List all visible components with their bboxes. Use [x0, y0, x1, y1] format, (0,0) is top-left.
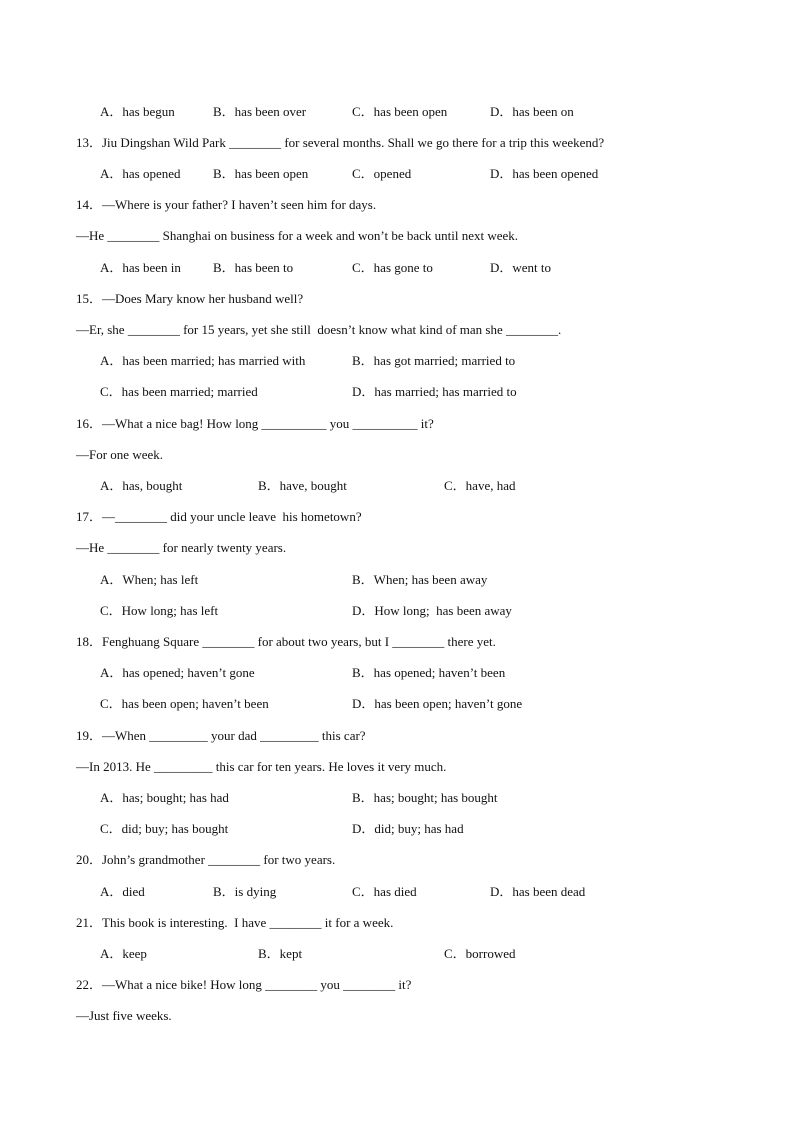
question-19-response: —In 2013. He _________ this car for ten years. He loves it very much.	[76, 759, 447, 774]
option-q13-a: A．has opened	[100, 166, 181, 181]
option-q17-a: A．When; has left	[100, 572, 199, 587]
option-q20-a: A．died	[100, 884, 145, 899]
option-q15-b: B．has got married; married to	[352, 353, 516, 368]
question-22-response: —Just five weeks.	[76, 1008, 172, 1023]
option-q16-c: C．have, had	[444, 478, 516, 493]
question-20-stem: 20．John’s grandmother ________ for two years.	[76, 852, 336, 867]
option-q15-a: A．has been married; has married with	[100, 353, 306, 368]
option-q13-b: B．has been open	[213, 166, 309, 181]
question-18-stem: 18．Fenghuang Square ________ for about two years, but I ________ there yet.	[76, 634, 496, 649]
option-q21-c: C．borrowed	[444, 946, 516, 961]
option-q20-c: C．has died	[352, 884, 417, 899]
option-q18-d: D．has been open; haven’t gone	[352, 696, 523, 711]
option-q20-d: D．has been dead	[490, 884, 586, 899]
option-q19-b: B．has; bought; has bought	[352, 790, 498, 805]
option-q16-a: A．has, bought	[100, 478, 183, 493]
option-q18-c: C．has been open; haven’t been	[100, 696, 269, 711]
option-q21-a: A．keep	[100, 946, 147, 961]
option-q16-b: B．have, bought	[258, 478, 347, 493]
option-q15-c: C．has been married; married	[100, 384, 258, 399]
option-q12-c: C．has been open	[352, 104, 448, 119]
option-q14-b: B．has been to	[213, 260, 294, 275]
question-22-stem: 22．—What a nice bike! How long ________ you ________ it?	[76, 977, 412, 992]
question-15-stem: 15．—Does Mary know her husband well?	[76, 291, 304, 306]
option-q12-d: D．has been on	[490, 104, 574, 119]
option-q20-b: B．is dying	[213, 884, 277, 899]
option-q14-d: D．went to	[490, 260, 552, 275]
question-19-stem: 19．—When _________ your dad _________ this car?	[76, 728, 366, 743]
option-q21-b: B．kept	[258, 946, 303, 961]
option-q14-c: C．has gone to	[352, 260, 433, 275]
question-21-stem: 21．This book is interesting. I have ________ it for a week.	[76, 915, 394, 930]
option-q17-c: C．How long; has left	[100, 603, 219, 618]
option-q19-c: C．did; buy; has bought	[100, 821, 229, 836]
option-q15-d: D．has married; has married to	[352, 384, 517, 399]
option-q17-b: B．When; has been away	[352, 572, 488, 587]
option-q18-b: B．has opened; haven’t been	[352, 665, 506, 680]
question-17-stem: 17．—________ did your uncle leave his hometown?	[76, 509, 362, 524]
option-q18-a: A．has opened; haven’t gone	[100, 665, 255, 680]
option-q19-a: A．has; bought; has had	[100, 790, 229, 805]
option-q13-c: C．opened	[352, 166, 412, 181]
option-q13-d: D．has been opened	[490, 166, 599, 181]
question-14-stem: 14．—Where is your father? I haven’t seen him for days.	[76, 197, 377, 212]
question-16-stem: 16．—What a nice bag! How long __________ you __________ it?	[76, 416, 434, 431]
question-14-response: —He ________ Shanghai on business for a week and won’t be back until next week.	[76, 228, 519, 243]
question-17-response: —He ________ for nearly twenty years.	[76, 540, 287, 555]
option-q12-b: B．has been over	[213, 104, 307, 119]
question-15-response: —Er, she ________ for 15 years, yet she still doesn’t know what kind of man she ________.	[76, 322, 562, 337]
option-q17-d: D．How long; has been away	[352, 603, 512, 618]
question-16-response: —For one week.	[76, 447, 164, 462]
option-q12-a: A．has begun	[100, 104, 175, 119]
option-q14-a: A．has been in	[100, 260, 181, 275]
option-q19-d: D．did; buy; has had	[352, 821, 464, 836]
question-13-stem: 13．Jiu Dingshan Wild Park ________ for several months. Shall we go there for a trip this weekend?	[76, 135, 605, 150]
